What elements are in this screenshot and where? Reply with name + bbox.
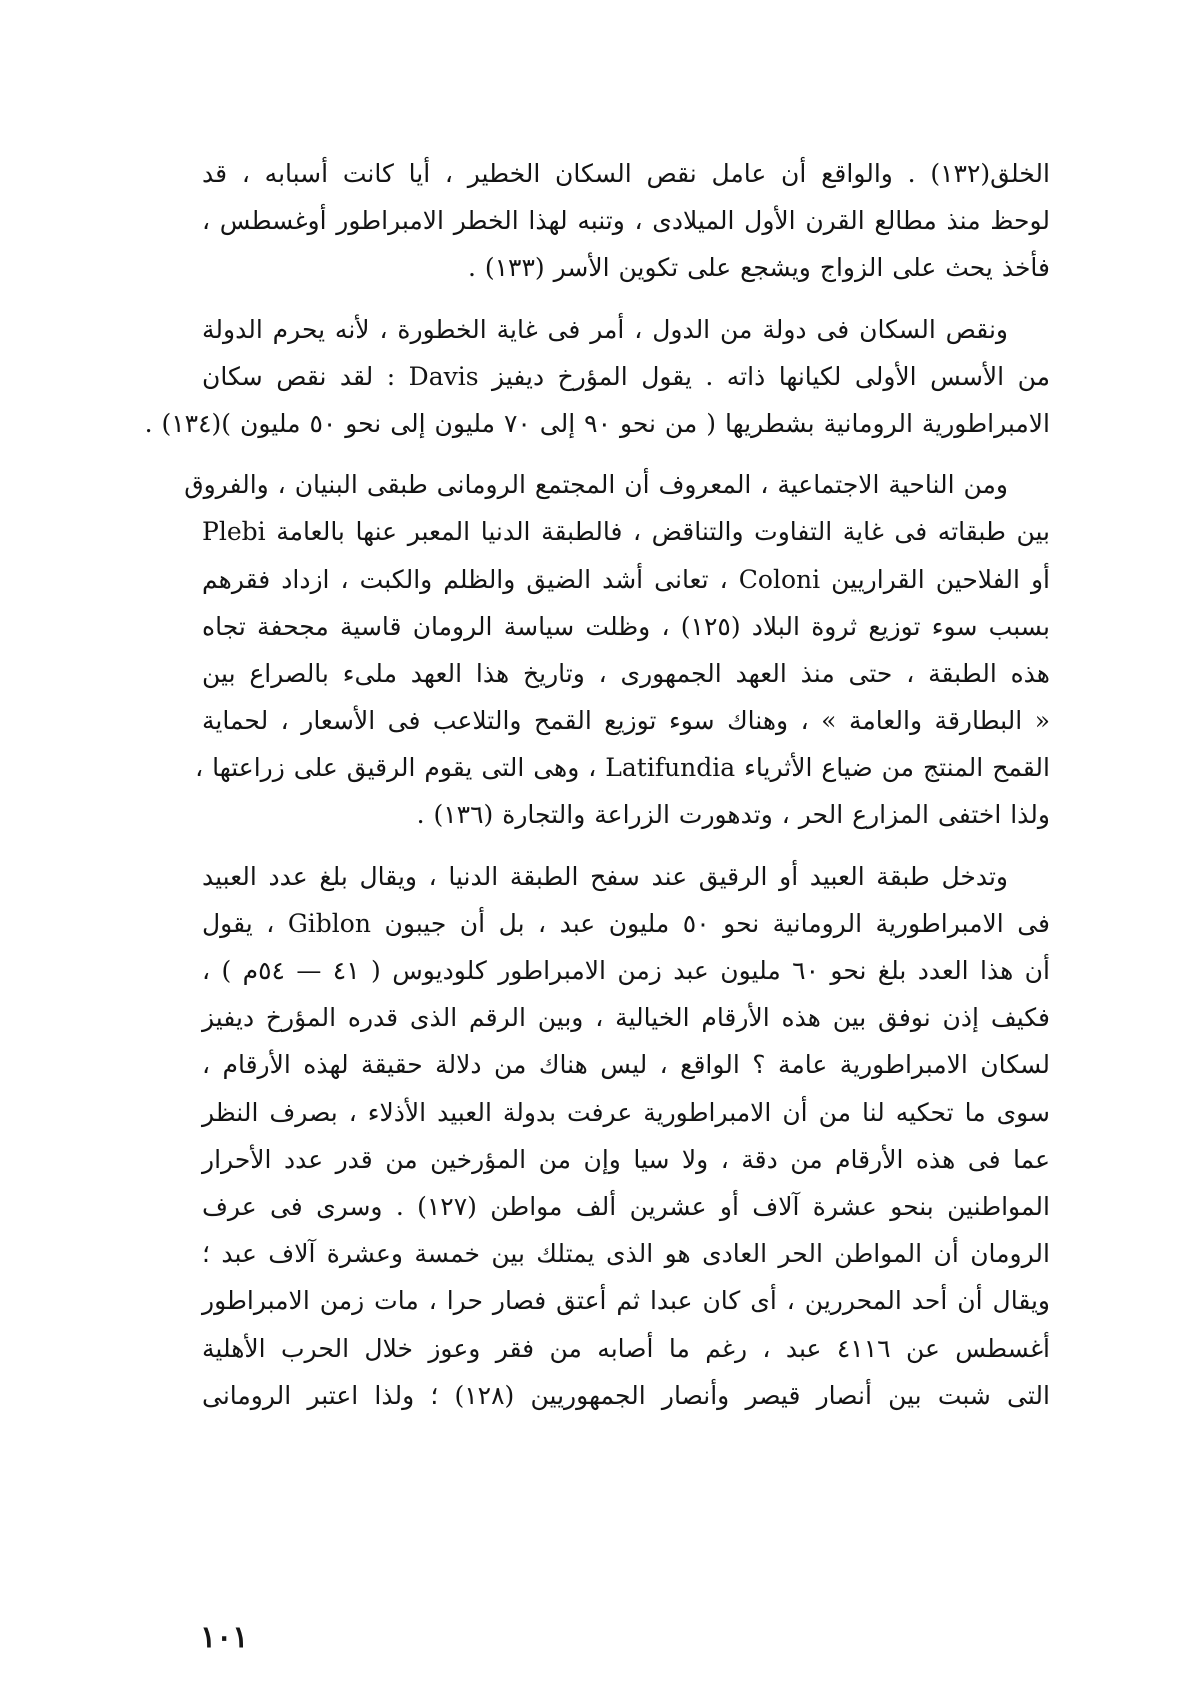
text-line: فى الامبراطورية الرومانية نحو ٥٠ مليون عبد ، بل أن جيبون Giblon ، يقول — [202, 908, 1050, 938]
text-line: الرومان أن المواطن الحر العادى هو الذى يمتلك بين خمسة وعشرة آلاف عبد ؛ — [202, 1239, 1050, 1269]
paragraph-1 — [202, 150, 1050, 292]
text-line: من الأسس الأولى لكيانها ذاته . يقول المؤرخ ديفيز Davis : لقد نقص سكان — [202, 361, 1050, 391]
text-line: « البطارقة والعامة » ، وهناك سوء توزيع القمح والتلاعب فى الأسعار ، لحماية — [202, 706, 1050, 736]
paragraph-4 — [202, 853, 1050, 1419]
text-line: الخلق(١٣٢) . والواقع أن عامل نقص السكان الخطير ، أيا كانت أسبابه ، قد — [202, 159, 1050, 188]
text-line: هذه الطبقة ، حتى منذ العهد الجمهورى ، وتاريخ هذا العهد ملىء بالصراع بين — [202, 658, 1050, 688]
text-line: التى شبت بين أنصار قيصر وأنصار الجمهوريين (١٢٨) ؛ ولذا اعتبر الرومانى — [202, 1380, 1050, 1410]
text-line: ولذا اختفى المزارع الحر ، وتدهورت الزراعة والتجارة (١٣٦) . — [416, 800, 1050, 830]
text-line: الامبراطورية الرومانية بشطريها ( من نحو ٩٠ إلى ٧٠ مليون إلى نحو ٥٠ مليون )(١٣٤) . — [144, 408, 1050, 438]
text-line: وتدخل طبقة العبيد أو الرقيق عند سفح الطبقة الدنيا ، ويقال بلغ عدد العبيد — [202, 861, 1008, 891]
text-line: ونقص السكان فى دولة من الدول ، أمر فى غاية الخطورة ، لأنه يحرم الدولة — [202, 314, 1008, 344]
text-line: أن هذا العدد بلغ نحو ٦٠ مليون عبد زمن الامبراطور كلوديوس ( ٤١ — ٥٤م ) ، — [202, 956, 1050, 985]
text-line: لوحظ منذ مطالع القرن الأول الميلادى ، وتنبه لهذا الخطر الامبراطور أوغسطس ، — [202, 206, 1050, 236]
text-line: سوى ما تحكيه لنا من أن الامبراطورية عرفت بدولة العبيد الأذلاء ، بصرف النظر — [202, 1097, 1050, 1127]
text-line: لسكان الامبراطورية عامة ؟ الواقع ، ليس هناك من دلالة حقيقة لهذه الأرقام ، — [202, 1050, 1050, 1080]
text-line: القمح المنتج من ضياع الأثرياء Latifundia ، وهى التى يقوم الرقيق على زراعتها ، — [195, 753, 1050, 783]
body-text — [144, 150, 1051, 1419]
text-line: أو الفلاحين القراريين Coloni ، تعانى أشد الضيق والظلم والكبت ، ازداد فقرهم — [202, 564, 1050, 594]
text-line: بين طبقاته فى غاية التفاوت والتناقض ، فالطبقة الدنيا المعبر عنها بالعامة Plebi — [202, 517, 1050, 547]
text-line: ويقال أن أحد المحررين ، أى كان عبدا ثم أعتق فصار حرا ، مات زمن الامبراطور — [202, 1286, 1050, 1316]
text-line: المواطنين بنحو عشرة آلاف أو عشرين ألف مواطن (١٢٧) . وسرى فى عرف — [202, 1191, 1050, 1221]
paragraph-2 — [144, 306, 1050, 448]
page-number: ١٠١ — [200, 1620, 249, 1655]
text-line: بسبب سوء توزيع ثروة البلاد (١٢٥) ، وظلت سياسة الرومان قاسية مجحفة تجاه — [202, 611, 1050, 641]
paragraph-3 — [184, 461, 1050, 839]
text-line: أغسطس عن ٤١١٦ عبد ، رغم ما أصابه من فقر وعوز خلال الحرب الأهلية — [202, 1333, 1051, 1363]
text-line: فأخذ يحث على الزواج ويشجع على تكوين الأسر (١٣٣) . — [467, 253, 1050, 283]
text-line: فكيف إذن نوفق بين هذه الأرقام الخيالية ، وبين الرقم الذى قدره المؤرخ ديفيز — [202, 1003, 1050, 1033]
text-line: عما فى هذه الأرقام من دقة ، ولا سيا وإن من المؤرخين من قدر عدد الأحرار — [202, 1144, 1050, 1174]
text-line: ومن الناحية الاجتماعية ، المعروف أن المجتمع الرومانى طبقى البنيان ، والفروق — [184, 470, 1008, 500]
